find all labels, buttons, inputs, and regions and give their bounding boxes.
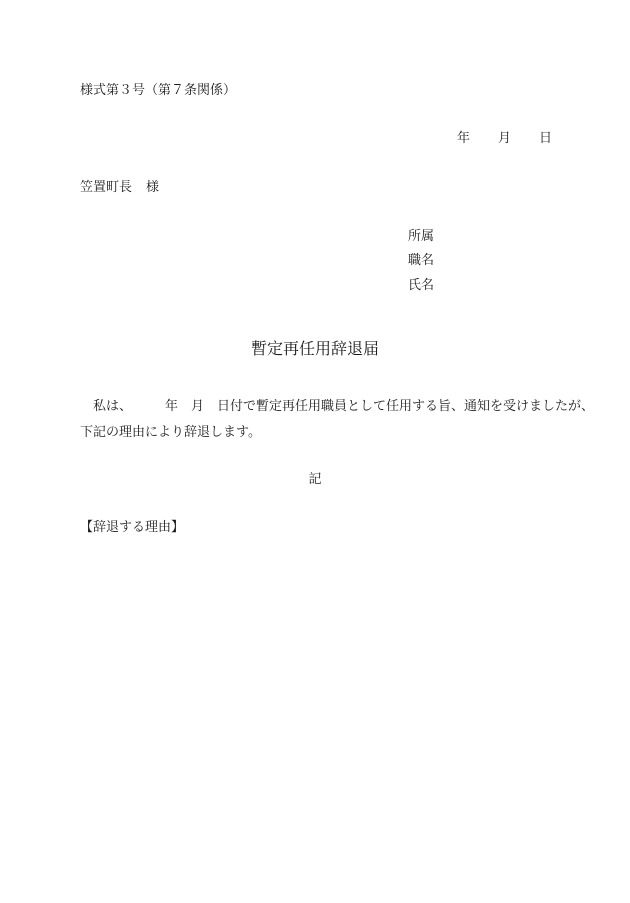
addressee <box>80 179 159 197</box>
form-number: 様式第３号（第７条関係） <box>80 83 237 98</box>
date-line <box>457 130 552 148</box>
date-day-label: 日 <box>538 131 552 146</box>
body-year-label: 年 <box>165 399 179 414</box>
addressee-honorific: 様 <box>146 180 160 195</box>
body-prefix: 私は、 <box>93 399 133 414</box>
ki-heading: 記 <box>308 472 322 487</box>
body-paragraph-line-1 <box>80 398 594 416</box>
date-month-label: 月 <box>497 131 511 146</box>
body-month-label: 月 <box>191 399 205 414</box>
sender-affiliation-label: 所属 <box>408 229 435 244</box>
body-paragraph-line-2: 下記の理由により辞退します。 <box>80 425 261 440</box>
addressee-name: 笠置町長 <box>80 180 133 195</box>
sender-name-label: 氏名 <box>408 278 435 293</box>
reason-heading: 【辞退する理由】 <box>80 520 185 535</box>
date-year-label: 年 <box>456 131 470 146</box>
document-title: 暫定再任用辞退届 <box>250 339 379 358</box>
body-rest: 日付で暫定再任用職員として任用する旨、通知を受けましたが、 <box>217 399 595 414</box>
sender-title-label: 職名 <box>408 253 435 268</box>
